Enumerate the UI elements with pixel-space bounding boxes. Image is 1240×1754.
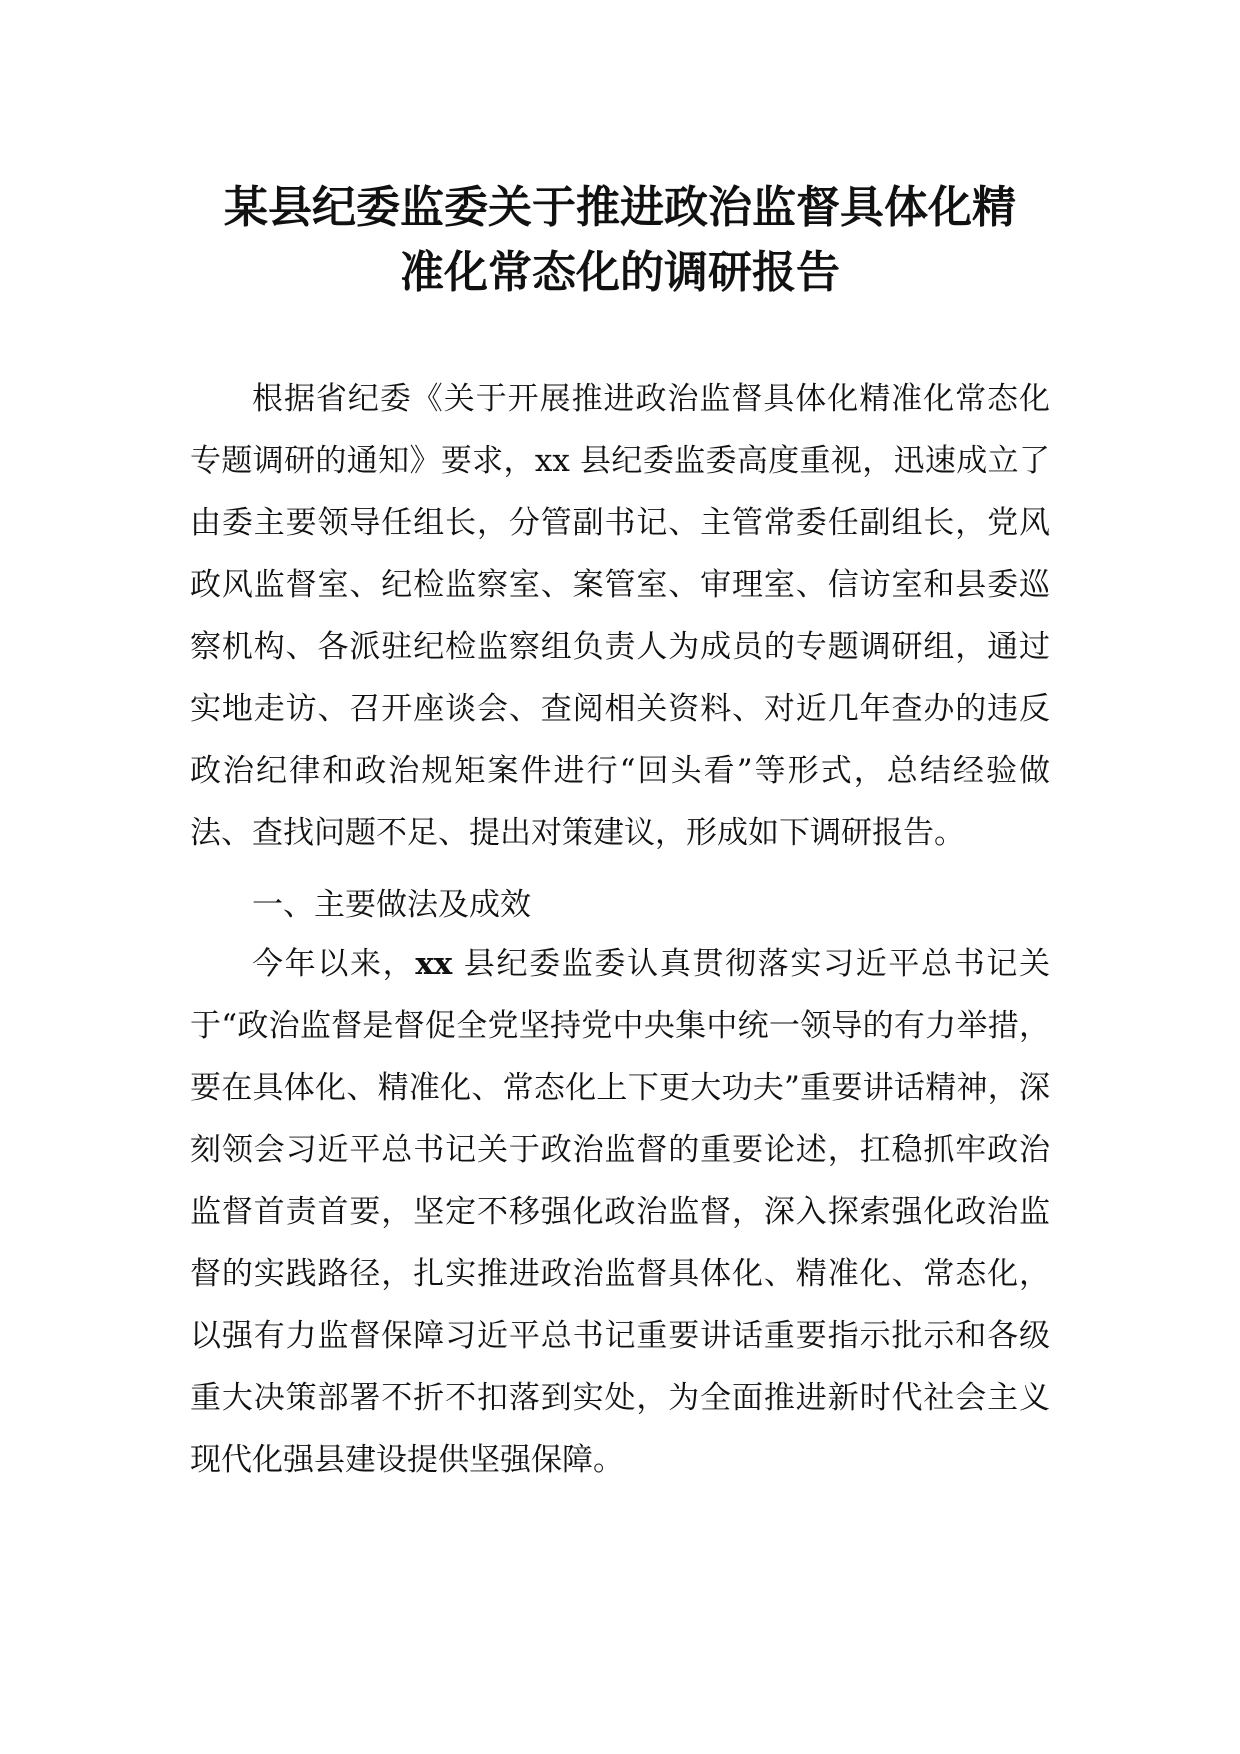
paragraph-section-1	[190, 933, 1050, 1491]
document-title-line-2: 准化常态化的调研报告	[400, 247, 840, 298]
paragraph-section-1-bold: xx	[415, 946, 453, 982]
paragraph-intro: 根据省纪委《关于开展推进政治监督具体化精准化常态化专题调研的通知》要求，xx 县纪委监委高度重视，迅速成立了由委主要领导任组长，分管副书记、主管常委任副组长，党风政风监督室、纪检监察室、案管室、审理室、信访室和县委巡察机构、各派驻纪检监察组负责人为成员的专题调研组，通过实地走访、召开座谈会、查阅相关资料、对近几年查办的违反政治纪律和政治规矩案件进行“回头看”等形式，总结经验做法、查找问题不足、提出对策建议，形成如下调研报告。	[190, 381, 1050, 851]
document-title-line-1: 某县纪委监委关于推进政治监督具体化精	[224, 182, 1016, 233]
paragraph-section-1-lead: 今年以来，	[252, 946, 416, 982]
paragraph-section-1-rest: 县纪委监委认真贯彻落实习近平总书记关于“政治监督是督促全党坚持党中央集中统一领导的有力举措，要在具体化、精准化、常态化上下更大功夫”重要讲话精神，深刻领会习近平总书记关于政治监督的重要论述，扛稳抓牢政治监督首责首要，坚定不移强化政治监督，深入探索强化政治监督的实践路径，扎实推进政治监督具体化、精准化、常态化，以强有力监督保障习近平总书记重要讲话重要指示批示和各级重大决策部署不折不扣落到实处，为全面推进新时代社会主义现代化强县建设提供坚强保障。	[190, 946, 1051, 1478]
section-heading-1: 一、主要做法及成效	[252, 887, 531, 923]
